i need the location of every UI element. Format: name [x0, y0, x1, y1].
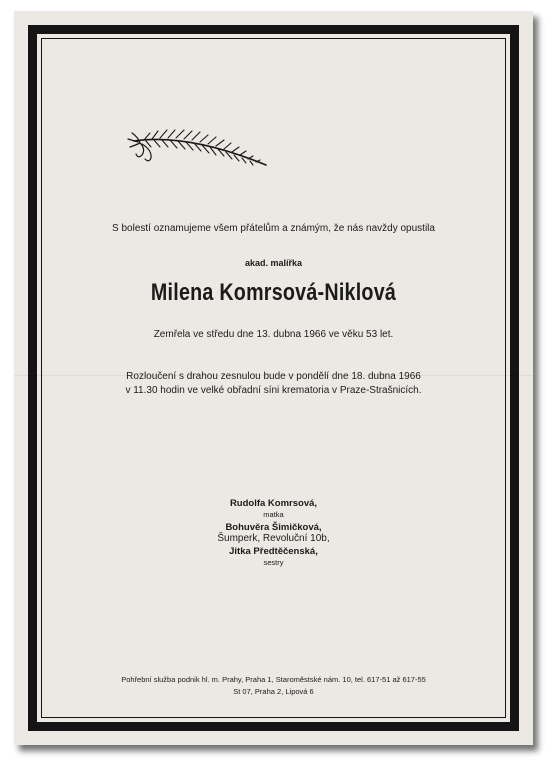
notice-sheet [14, 11, 533, 745]
mourner-name: Jitka Předtěčenská, [229, 546, 318, 557]
farewell-line-2: v 11.30 hodin ve velké obřadní síni krematoria v Praze-Strašnicích. [125, 385, 422, 396]
mourner-name: Rudolfa Komrsová, [229, 498, 318, 509]
mourner-relation: matka [263, 510, 284, 519]
funeral-service-address: St 07, Praha 2, Lipová 6 [233, 687, 314, 696]
funeral-service-footer: Pohřební služba podnik hl. m. Prahy, Praha 1, Staroměstské nám. 10, tel. 617-51 až 617-55 [121, 675, 426, 684]
mourner-relation: sestry [263, 558, 284, 567]
deceased-name: Milena Komrsová-Niklová [150, 279, 397, 306]
mourner-name: Bohuvěra Šimičková, [225, 522, 322, 533]
death-date-text: Zemřela ve středu dne 13. dubna 1966 ve věku 53 let. [153, 329, 394, 340]
deceased-title: akad. malířka [244, 258, 303, 268]
announcement-intro: S bolestí oznamujeme všem přátelům a známým, že nás navždy opustila [112, 223, 435, 234]
palm-branch-icon [118, 119, 268, 169]
mourner-address: Šumperk, Revoluční 10b, [217, 533, 330, 544]
farewell-line-1: Rozloučení s drahou zesnulou bude v pondělí dne 18. dubna 1966 [126, 371, 421, 382]
